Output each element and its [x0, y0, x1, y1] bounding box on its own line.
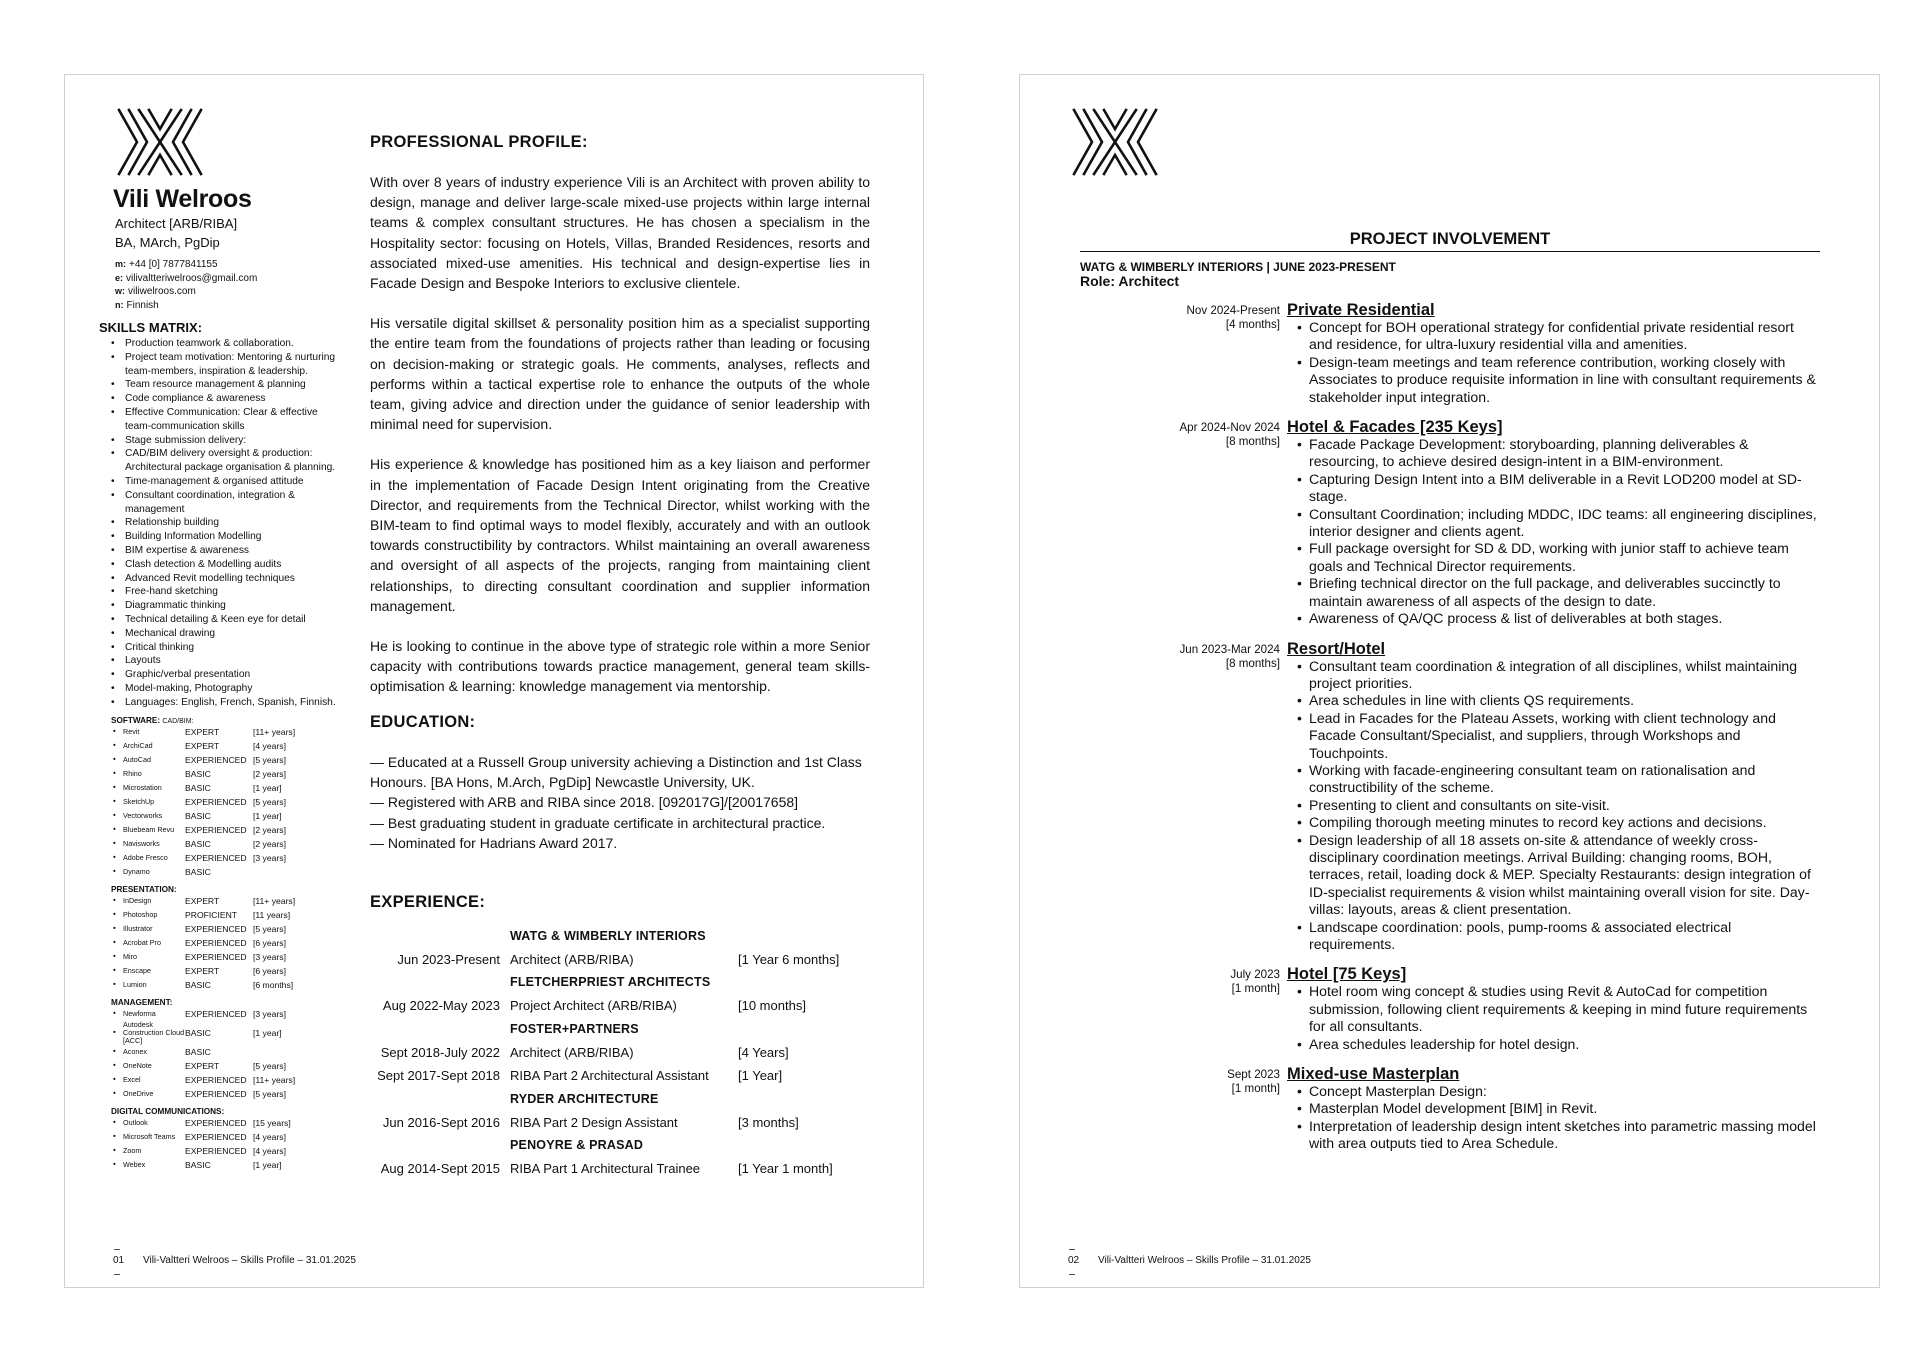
software-years: [4 years]: [253, 1131, 286, 1142]
skill-item: • Advanced Revit modelling techniques: [111, 572, 339, 586]
project-bullet: • Landscape coordination: pools, pump-rooms & associated electrical requirements.: [1297, 919, 1820, 954]
projects-list: [1080, 301, 1820, 1153]
software-years: [11+ years]: [253, 726, 296, 737]
software-row: [113, 781, 295, 795]
footer-divider: [1069, 1249, 1075, 1250]
skill-item: • BIM expertise & awareness: [111, 544, 339, 558]
software-row: [113, 837, 295, 851]
software-level: EXPERIENCED: [185, 852, 247, 863]
right-column: [370, 133, 870, 1180]
project-bullet: • Lead in Facades for the Plateau Assets, working with client technology and Facade Consultant/Specialist, and suppliers, through Workshops and Touchpoints.: [1297, 710, 1820, 762]
software-name: • Zoom: [113, 1144, 185, 1158]
project-title: Resort/Hotel: [1287, 639, 1386, 658]
software-level: EXPERT: [185, 1060, 220, 1071]
profile-paragraph: He is looking to continue in the above type of strategic role within a more Senior capacity with contributions towards practice management, general team skills-optimisation & learning: knowledge management via mentorship.: [370, 638, 870, 695]
software-level: BASIC: [185, 1027, 211, 1038]
project-entry: [1080, 418, 1820, 627]
project-duration: [8 months]: [1225, 435, 1280, 449]
experience-duration: [1 Year 6 months]: [738, 951, 840, 967]
experience-duration: [10 months]: [738, 998, 806, 1014]
software-row: [113, 1021, 295, 1045]
page-number: 02: [1068, 1255, 1080, 1266]
project-bullet: • Facade Package Development: storyboarding, planning deliverables & resourcing, to achieve desired design-intent in a BIM-environment.: [1297, 436, 1820, 471]
software-row: [113, 1073, 295, 1087]
software-row: [113, 964, 295, 978]
contact-row: [115, 272, 339, 286]
skill-item: • Code compliance & awareness: [111, 392, 339, 406]
software-years: [11+ years]: [253, 1074, 296, 1085]
software-years: [5 years]: [253, 1088, 286, 1099]
skill-item: • Stage submission delivery:: [111, 434, 339, 448]
contact-key: m:: [115, 259, 126, 269]
project-bullet: • Consultant team coordination & integration of all disciplines, whilst maintaining project priorities.: [1297, 658, 1820, 693]
skill-item: • Critical thinking: [111, 641, 339, 655]
software-category-heading: [111, 716, 339, 725]
project-bullet: • Area schedules in line with clients QS requirements.: [1297, 692, 1820, 709]
footer-divider: [114, 1249, 120, 1250]
experience-row: [370, 947, 839, 970]
software-level: EXPERIENCED: [185, 796, 247, 807]
software-row: [113, 851, 295, 865]
software-row: [113, 725, 295, 739]
software-years: [3 years]: [253, 951, 286, 962]
experience-role: RIBA Part 2 Design Assistant: [510, 1114, 678, 1130]
project-bullet: • Capturing Design Intent into a BIM deliverable in a Revit LOD200 model at SD-stage.: [1297, 471, 1820, 506]
software-table: [113, 725, 295, 879]
software-name: • SketchUp: [113, 795, 185, 809]
software-level: EXPERIENCED: [185, 754, 247, 765]
software-years: [5 years]: [253, 1060, 286, 1071]
software-category-heading: [111, 1107, 339, 1116]
page-number: 01: [113, 1255, 125, 1266]
project-bullets: [1297, 436, 1820, 627]
software-row: [113, 1144, 291, 1158]
project-title: Private Residential: [1287, 301, 1435, 319]
software-category-heading: [111, 885, 339, 894]
vw-monogram-logo: [1070, 107, 1160, 177]
project-date: Jun 2023-Mar 2024: [1179, 642, 1280, 656]
project-entry: [1080, 1065, 1820, 1153]
software-years: [15 years]: [253, 1117, 291, 1128]
software-row: [113, 1059, 295, 1073]
software-table: [113, 1007, 295, 1101]
software-row: [113, 1130, 291, 1144]
software-row: [113, 739, 295, 753]
software-category-title: MANAGEMENT:: [111, 997, 173, 1007]
experience-role: Project Architect (ARB/RIBA): [510, 998, 677, 1014]
software-level: EXPERIENCED: [185, 937, 247, 948]
software-years: [1 year]: [253, 810, 282, 821]
software-years: [6 years]: [253, 965, 286, 976]
software-name: • Navisworks: [113, 837, 185, 851]
project-title: Mixed-use Masterplan: [1287, 1065, 1460, 1084]
software-years: [4 years]: [253, 1145, 286, 1156]
skill-item: • Relationship building: [111, 516, 339, 530]
software-name: • Microsoft Teams: [113, 1130, 185, 1144]
software-row: [113, 978, 295, 992]
experience-firm: FLETCHERPRIEST ARCHITECTS: [510, 975, 711, 990]
software-level: BASIC: [185, 838, 211, 849]
software-category-title: DIGITAL COMMUNICATIONS:: [111, 1106, 225, 1116]
software-row: [113, 950, 295, 964]
project-date: Apr 2024-Nov 2024: [1179, 421, 1280, 435]
software-subcategory: CAD/BIM:: [162, 717, 194, 725]
software-name: • Excel: [113, 1073, 185, 1087]
education-heading: EDUCATION:: [370, 712, 476, 731]
software-name: • Webex: [113, 1158, 185, 1172]
experience-date: Aug 2014-Sept 2015: [380, 1161, 500, 1177]
software-level: EXPERIENCED: [185, 1088, 247, 1099]
company-line: WATG & WIMBERLY INTERIORS | JUNE 2023-PRESENT: [1080, 260, 1396, 274]
experience-firm: FOSTER+PARTNERS: [510, 1021, 639, 1036]
skill-item: • Effective Communication: Clear & effective team-communication skills: [111, 406, 339, 434]
software-level: EXPERT: [185, 740, 220, 751]
software-level: BASIC: [185, 1159, 211, 1170]
software-category-title: PRESENTATION:: [111, 884, 177, 894]
experience-date: Jun 2016-Sept 2016: [382, 1114, 500, 1130]
software-level: EXPERT: [185, 965, 220, 976]
experience-row: [370, 1111, 839, 1134]
software-table: [113, 1116, 291, 1172]
project-bullet: • Consultant Coordination; including MDDC, IDC teams: all engineering disciplines, interior designer and clients agent.: [1297, 506, 1820, 541]
project-bullet: • Area schedules leadership for hotel design.: [1297, 1036, 1820, 1053]
software-name: • Miro: [113, 950, 185, 964]
software-years: [5 years]: [253, 796, 286, 807]
profile-heading: PROFESSIONAL PROFILE:: [370, 133, 588, 151]
project-entry: [1080, 640, 1820, 954]
software-name: • Illustrator: [113, 922, 185, 936]
software-row: [113, 767, 295, 781]
software-years: [253, 865, 295, 879]
software-level: EXPERIENCED: [185, 824, 247, 835]
profile-paragraph: With over 8 years of industry experience Vili is an Architect with proven ability to design, manage and deliver large-scale mixed-use projects within large internal teams & complex consultant structures. He has chosen a specialism in the Hospitality sector: focusing on Hotels, Villas, Branded Residences, resorts and associated mixed-use amenities. His technical and design-expertise lies in Facade Design and Bespoke Interiors to exclusive clientele.: [370, 174, 870, 292]
experience-row: [370, 1041, 839, 1064]
page-1: [64, 74, 924, 1288]
software-level: EXPERIENCED: [185, 951, 247, 962]
candidate-title: Architect [ARB/RIBA]: [115, 216, 238, 231]
experience-duration: [1 Year]: [738, 1068, 783, 1084]
left-column: [99, 185, 339, 1172]
project-bullet: • Concept for BOH operational strategy for confidential private residential resort and residence, for ultra-luxury residential villa and amenities.: [1297, 319, 1820, 354]
software-row: [113, 894, 295, 908]
experience-firm-row: [370, 1087, 839, 1110]
software-level: EXPERT: [185, 895, 220, 906]
skills-list: [111, 337, 339, 710]
project-duration: [1 month]: [1231, 982, 1280, 996]
software-name: • OneDrive: [113, 1087, 185, 1101]
experience-firm-row: [370, 1134, 839, 1157]
software-level: BASIC: [185, 782, 211, 793]
software-name: • Adobe Fresco: [113, 851, 185, 865]
project-bullet: • Concept Masterplan Design:: [1297, 1083, 1820, 1100]
project-date: Nov 2024-Present: [1186, 304, 1280, 317]
profile-paragraphs: [370, 172, 870, 697]
project-date-block: [1080, 421, 1280, 449]
software-name: • Dynamo: [113, 865, 185, 879]
education-item: — Educated at a Russell Group university achieving a Distinction and 1st Class Honours. [BA Hons, M.Arch, PgDip] Newcastle University, UK.: [370, 753, 862, 790]
spacer-cell: [370, 971, 510, 994]
contact-value: +44 [0] 7877841155: [129, 259, 218, 270]
project-entry: [1080, 301, 1820, 406]
project-bullets: [1297, 658, 1820, 954]
software-row: [113, 922, 295, 936]
skill-item: • Technical detailing & Keen eye for detail: [111, 613, 339, 627]
software-name: • Outlook: [113, 1116, 185, 1130]
software-level: BASIC: [185, 866, 211, 877]
software-row: [113, 1045, 295, 1059]
software-row: [113, 908, 295, 922]
contact-row: [115, 258, 339, 272]
software-level: EXPERIENCED: [185, 923, 247, 934]
project-date-block: [1080, 304, 1280, 332]
software-row: [113, 1007, 295, 1021]
software-years: [5 years]: [253, 923, 286, 934]
software-level: PROFICIENT: [185, 909, 238, 920]
contact-value: Finnish: [126, 299, 159, 311]
software-row: [113, 865, 295, 879]
experience-duration: [1 Year 1 month]: [738, 1161, 833, 1177]
project-bullet: • Awareness of QA/QC process & list of deliverables at both stages.: [1297, 610, 1820, 627]
project-bullet: • Masterplan Model development [BIM] in Revit.: [1297, 1100, 1820, 1117]
project-involvement-section: [1080, 230, 1820, 1153]
project-bullet: • Working with facade-engineering consultant team on rationalisation and constructibility of the scheme.: [1297, 762, 1820, 797]
skill-item: • Languages: English, French, Spanish, Finnish.: [111, 696, 339, 710]
software-category-title: SOFTWARE:: [111, 715, 161, 725]
project-date: July 2023: [1230, 968, 1280, 982]
software-level: EXPERT: [185, 726, 220, 737]
spacer-cell: [370, 924, 510, 947]
software-years: [1 year]: [253, 782, 282, 793]
software-row: [113, 795, 295, 809]
experience-date: Aug 2022-May 2023: [382, 998, 500, 1014]
role-line: Role: Architect: [1080, 273, 1180, 289]
experience-date: Sept 2018-July 2022: [380, 1044, 500, 1060]
footer-text: Vili-Valtteri Welroos – Skills Profile – 31.01.2025: [1098, 1255, 1311, 1266]
skill-item: • Production teamwork & collaboration.: [111, 337, 339, 351]
footer: [1068, 1255, 1311, 1266]
profile-paragraph: His versatile digital skillset & personality position him as a specialist supporting the entire team from the foundations of projects rather than leading or focusing on decision-making or strategic goals. He comments, analyses, reflects and performs within a tactical expertise role to enhance the outputs of the whole team, giving advice and direction under the guidance of senior leadership with minimal need for supervision.: [370, 315, 870, 433]
software-years: [3 years]: [253, 852, 286, 863]
skill-item: • Layouts: [111, 654, 339, 668]
candidate-degrees: BA, MArch, PgDip: [115, 235, 220, 250]
contact-block: [115, 258, 339, 312]
software-row: [113, 823, 295, 837]
skill-item: • Free-hand sketching: [111, 585, 339, 599]
experience-firm: WATG & WIMBERLY INTERIORS: [510, 928, 706, 943]
software-category-heading: [111, 998, 339, 1007]
software-name: • Autodesk Construction Cloud [ACC]: [113, 1021, 185, 1045]
project-duration: [8 months]: [1225, 656, 1280, 670]
project-title: Hotel [75 Keys]: [1287, 965, 1407, 984]
software-years: [5 years]: [253, 754, 286, 765]
project-bullet: • Compiling thorough meeting minutes to record key actions and decisions.: [1297, 814, 1820, 831]
project-bullet: • Full package oversight for SD & DD, working with junior staff to achieve team goals and Technical Director requirements.: [1297, 540, 1820, 575]
project-bullet: • Hotel room wing concept & studies using Revit & AutoCad for competition submission, following client requirements & keeping in mind future requirements for all consultants.: [1297, 983, 1820, 1035]
skill-item: • Time-management & organised attitude: [111, 475, 339, 489]
software-name: • ArchiCad: [113, 739, 185, 753]
candidate-name: Vili Welroos: [113, 185, 252, 213]
software-level: BASIC: [185, 768, 211, 779]
skill-item: • Building Information Modelling: [111, 530, 339, 544]
skill-item: • Consultant coordination, integration & management: [111, 489, 339, 517]
software-name: • Lumion: [113, 978, 185, 992]
project-date-block: [1080, 968, 1280, 996]
project-bullet: • Interpretation of leadership design intent sketches into parametric massing model with area outputs tied to Area Schedule.: [1297, 1118, 1820, 1153]
education-item: — Nominated for Hadrians Award 2017.: [370, 834, 618, 851]
software-years: [11+ years]: [253, 895, 296, 906]
software-level: EXPERIENCED: [185, 1008, 247, 1019]
software-name: • Rhino: [113, 767, 185, 781]
page-2: [1019, 74, 1880, 1288]
experience-firm-row: [370, 1017, 839, 1040]
footer-divider: [114, 1274, 120, 1275]
software-name: • Enscape: [113, 964, 185, 978]
skills-matrix-heading: SKILLS MATRIX:: [99, 320, 203, 335]
experience-table: [370, 924, 839, 1180]
software-name: • Bluebeam Revu: [113, 823, 185, 837]
software-level: EXPERIENCED: [185, 1145, 247, 1156]
contact-key: e:: [115, 272, 124, 283]
skill-item: • CAD/BIM delivery oversight & production: Architectural package organisation & planning.: [111, 447, 339, 475]
skill-item: • Graphic/verbal presentation: [111, 668, 339, 682]
skill-item: • Project team motivation: Mentoring & nurturing team-members, inspiration & leadership.: [111, 351, 339, 379]
software-years: [11 years]: [253, 909, 291, 920]
project-bullets: [1297, 1083, 1820, 1153]
experience-row: [370, 1157, 839, 1180]
software-years: [3 years]: [253, 1008, 286, 1019]
experience-role: RIBA Part 2 Architectural Assistant: [510, 1068, 709, 1084]
experience-firm: PENOYRE & PRASAD: [510, 1138, 644, 1153]
project-duration: [1 month]: [1231, 1082, 1280, 1096]
skill-item: • Model-making, Photography: [111, 682, 339, 696]
skill-item: • Team resource management & planning: [111, 378, 339, 392]
software-name: • Revit: [113, 725, 185, 739]
software-level: BASIC: [185, 979, 211, 990]
software-row: [113, 809, 295, 823]
project-involvement-heading: PROJECT INVOLVEMENT: [1080, 230, 1820, 252]
experience-role: Architect (ARB/RIBA): [510, 951, 634, 967]
software-level: EXPERIENCED: [185, 1131, 247, 1142]
project-title: Hotel & Facades [235 Keys]: [1287, 418, 1503, 437]
project-date: Sept 2023: [1227, 1068, 1280, 1082]
project-date-block: [1080, 1068, 1280, 1096]
education-item: — Registered with ARB and RIBA since 2018. [092017G]/[20017658]: [370, 794, 799, 811]
footer: [113, 1255, 356, 1266]
software-level: EXPERIENCED: [185, 1074, 247, 1085]
software-level: EXPERIENCED: [185, 1117, 247, 1128]
project-bullet: • Briefing technical director on the full package, and deliverables succinctly to maintain awareness of all aspects of the design to date.: [1297, 575, 1820, 610]
software-years: [2 years]: [253, 824, 286, 835]
experience-firm-row: [370, 924, 839, 947]
software-name: • AutoCad: [113, 753, 185, 767]
software-name: • Microstation: [113, 781, 185, 795]
software-level: BASIC: [185, 810, 211, 821]
education-list: [370, 752, 870, 853]
footer-text: Vili-Valtteri Welroos – Skills Profile – 31.01.2025: [143, 1255, 356, 1266]
experience-date: Jun 2023-Present: [397, 951, 500, 967]
software-years: [6 months]: [253, 979, 294, 990]
contact-value[interactable]: vilivaltteriwelroos@gmail.com: [126, 272, 258, 284]
contact-value[interactable]: viliwelroos.com: [128, 286, 196, 297]
software-years: [253, 1045, 295, 1059]
software-row: [113, 753, 295, 767]
spacer-cell: [370, 1087, 510, 1110]
software-level: BASIC: [185, 1046, 211, 1057]
project-date-block: [1080, 643, 1280, 671]
software-years: [6 years]: [253, 937, 286, 948]
experience-heading: EXPERIENCE:: [370, 893, 486, 912]
contact-row: [115, 285, 339, 299]
experience-firm: RYDER ARCHITECTURE: [510, 1091, 659, 1106]
software-name: • InDesign: [113, 894, 185, 908]
software-name: • Photoshop: [113, 908, 185, 922]
project-duration: [4 months]: [1225, 318, 1280, 331]
education-item: — Best graduating student in graduate certificate in architectural practice.: [370, 814, 826, 831]
project-bullets: [1297, 319, 1820, 406]
software-row: [113, 936, 295, 950]
software-name: • Vectorworks: [113, 809, 185, 823]
project-entry: [1080, 965, 1820, 1053]
project-bullet: • Design leadership of all 18 assets on-site & attendance of weekly cross-disciplinary coordination meetings. Arrival Building: changing rooms, BOH, terraces, retail, loading dock & MEP. Specialty Restaurants: design integration of ID-specialist requirements & vision whilst maintaining overall vision for site. Day-villas: layouts, areas & client presentation.: [1297, 832, 1820, 919]
experience-duration: [4 Years]: [738, 1044, 789, 1060]
software-row: [113, 1087, 295, 1101]
experience-row: [370, 994, 839, 1017]
spacer-cell: [370, 1134, 510, 1157]
experience-date: Sept 2017-Sept 2018: [377, 1068, 500, 1084]
contact-row: [115, 299, 339, 313]
software-name: • OneNote: [113, 1059, 185, 1073]
skill-item: • Clash detection & Modelling audits: [111, 558, 339, 572]
software-years: [2 years]: [253, 768, 286, 779]
experience-duration: [3 months]: [738, 1114, 799, 1130]
experience-role: RIBA Part 1 Architectural Trainee: [510, 1161, 701, 1177]
skill-item: • Mechanical drawing: [111, 627, 339, 641]
software-name: • Acrobat Pro: [113, 936, 185, 950]
skill-item: • Diagrammatic thinking: [111, 599, 339, 613]
project-bullet: • Design-team meetings and team reference contribution, working closely with Associates to produce requisite information in line with consultant requirements & stakeholder input integration.: [1297, 354, 1820, 406]
software-name: • Aconex: [113, 1045, 185, 1059]
project-bullet: • Presenting to client and consultants on site-visit.: [1297, 797, 1820, 814]
contact-key: w:: [115, 286, 125, 296]
project-bullets: [1297, 983, 1820, 1053]
experience-firm-row: [370, 971, 839, 994]
experience-row: [370, 1064, 839, 1087]
footer-divider: [1069, 1274, 1075, 1275]
software-years: [1 year]: [253, 1159, 282, 1170]
software-years: [2 years]: [253, 838, 286, 849]
profile-paragraph: His experience & knowledge has positioned him as a key liaison and performer in the implementation of Facade Design Intent originating from the Creative Director, and requirements from the Technical Director, whilst working with the BIM-team to find optimal ways to model flexibly, accurately and with an outlook towards constructibility by contractors. Whilst maintaining an overall awareness and oversight of all aspects of the projects, ranging from maintaining client relationships, to directing consultant coordination and supplier information management.: [370, 456, 870, 614]
software-years: [4 years]: [253, 740, 286, 751]
vw-monogram-logo: [115, 107, 205, 177]
software-table: [113, 894, 295, 992]
software-name: • Newforma: [113, 1007, 185, 1021]
software-years: [1 year]: [253, 1027, 282, 1038]
software-row: [113, 1158, 291, 1172]
experience-role: Architect (ARB/RIBA): [510, 1044, 634, 1060]
software-block: [99, 716, 339, 1172]
spacer-cell: [370, 1017, 510, 1040]
contact-key: n:: [115, 299, 124, 310]
software-row: [113, 1116, 291, 1130]
